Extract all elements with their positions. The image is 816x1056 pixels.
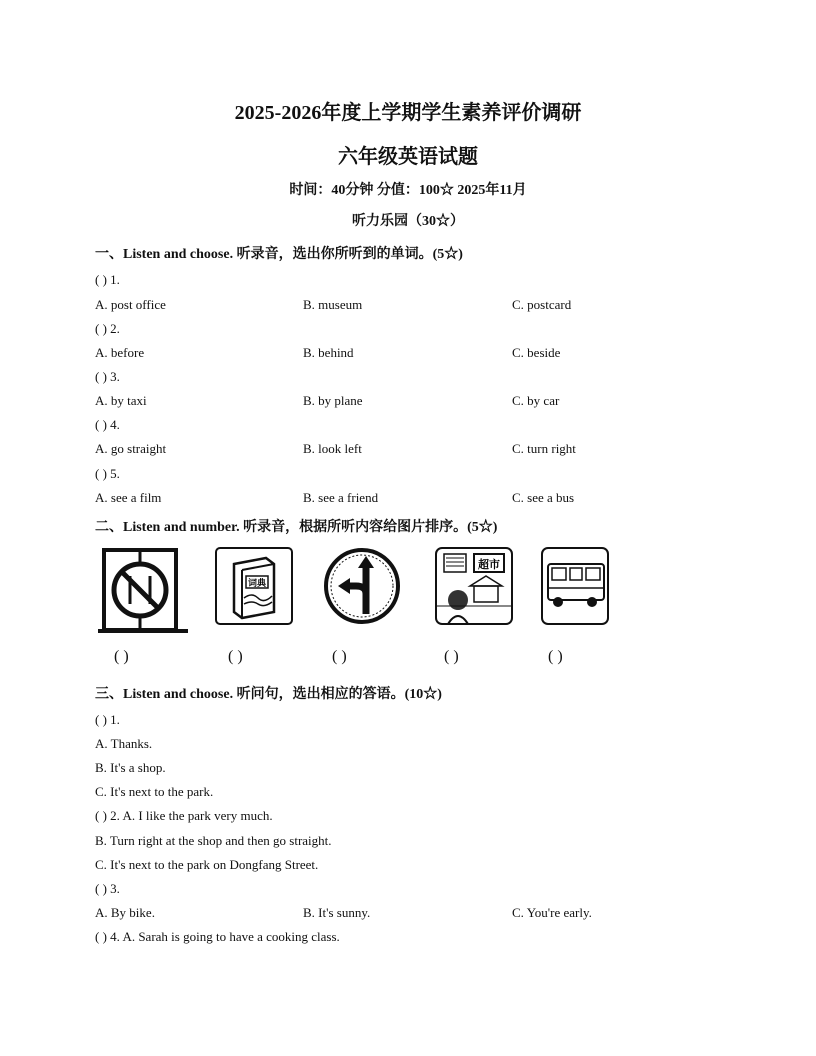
option-b: B. see a friend [303,490,379,505]
option-line: C. It's next to the park on Dongfang Street. [95,857,319,872]
turn-left-or-straight-sign-icon [322,546,402,632]
answer-bracket[interactable]: ( ) [332,648,347,665]
picture-row [96,546,616,636]
question-number: ( ) 1. [95,272,120,287]
part1-heading: 一、Listen and choose. 听录音，选出你所听到的单词。(5☆) [95,247,463,262]
option-b: B. behind [303,345,354,360]
option-b: B. It's sunny. [303,905,371,920]
question-line: ( ) 2. A. I like the park very much. [95,808,273,823]
option-b: B. look left [303,441,362,456]
answer-bracket[interactable]: ( ) [228,648,243,665]
exam-subtitle: 六年级英语试题 [338,146,478,168]
option-line: B. Turn right at the shop and then go straight. [95,833,332,848]
exam-title: 2025-2026年度上学期学生素养评价调研 [234,102,582,124]
option-c: C. postcard [512,297,572,312]
supermarket-street-icon [434,546,514,632]
option-c: C. turn right [512,441,576,456]
svg-text:词典: 词典 [247,579,267,589]
answer-brackets-row [96,648,616,670]
option-line: B. It's a shop. [95,760,166,775]
option-a: A. see a film [95,490,162,505]
question-number: ( ) 1. [95,712,120,727]
section-title: 听力乐园（30☆） [352,214,464,229]
answer-bracket[interactable]: ( ) [114,648,129,665]
part2-heading: 二、Listen and number. 听录音，根据所听内容给图片排序。(5☆) [95,520,498,535]
option-a: A. before [95,345,145,360]
option-line: C. It's next to the park. [95,784,214,799]
dictionary-book-icon [214,546,294,632]
option-c: C. by car [512,393,560,408]
option-b: B. by plane [303,393,363,408]
option-c: C. see a bus [512,490,575,505]
answer-bracket[interactable]: ( ) [548,648,563,665]
option-c: C. You're early. [512,905,592,920]
option-a: A. By bike. [95,905,155,920]
part3-heading: 三、Listen and choose. 听问句，选出相应的答语。(10☆) [95,687,442,702]
option-c: C. beside [512,345,561,360]
question-number: ( ) 2. [95,321,120,336]
option-b: B. museum [303,297,363,312]
bus-icon [540,546,620,632]
answer-bracket[interactable]: ( ) [444,648,459,665]
question-number: ( ) 5. [95,466,120,481]
option-a: A. by taxi [95,393,147,408]
exam-info: 时间：40分钟 分值：100☆ 2025年11月 [289,183,527,198]
question-number: ( ) 4. [95,417,120,432]
option-a: A. go straight [95,441,167,456]
svg-text:超市: 超市 [478,558,500,571]
option-a: A. post office [95,297,166,312]
question-number: ( ) 3. [95,881,120,896]
question-line: ( ) 4. A. Sarah is going to have a cooking class. [95,929,340,944]
option-line: A. Thanks. [95,736,153,751]
question-number: ( ) 3. [95,369,120,384]
no-entry-door-icon [96,546,176,632]
